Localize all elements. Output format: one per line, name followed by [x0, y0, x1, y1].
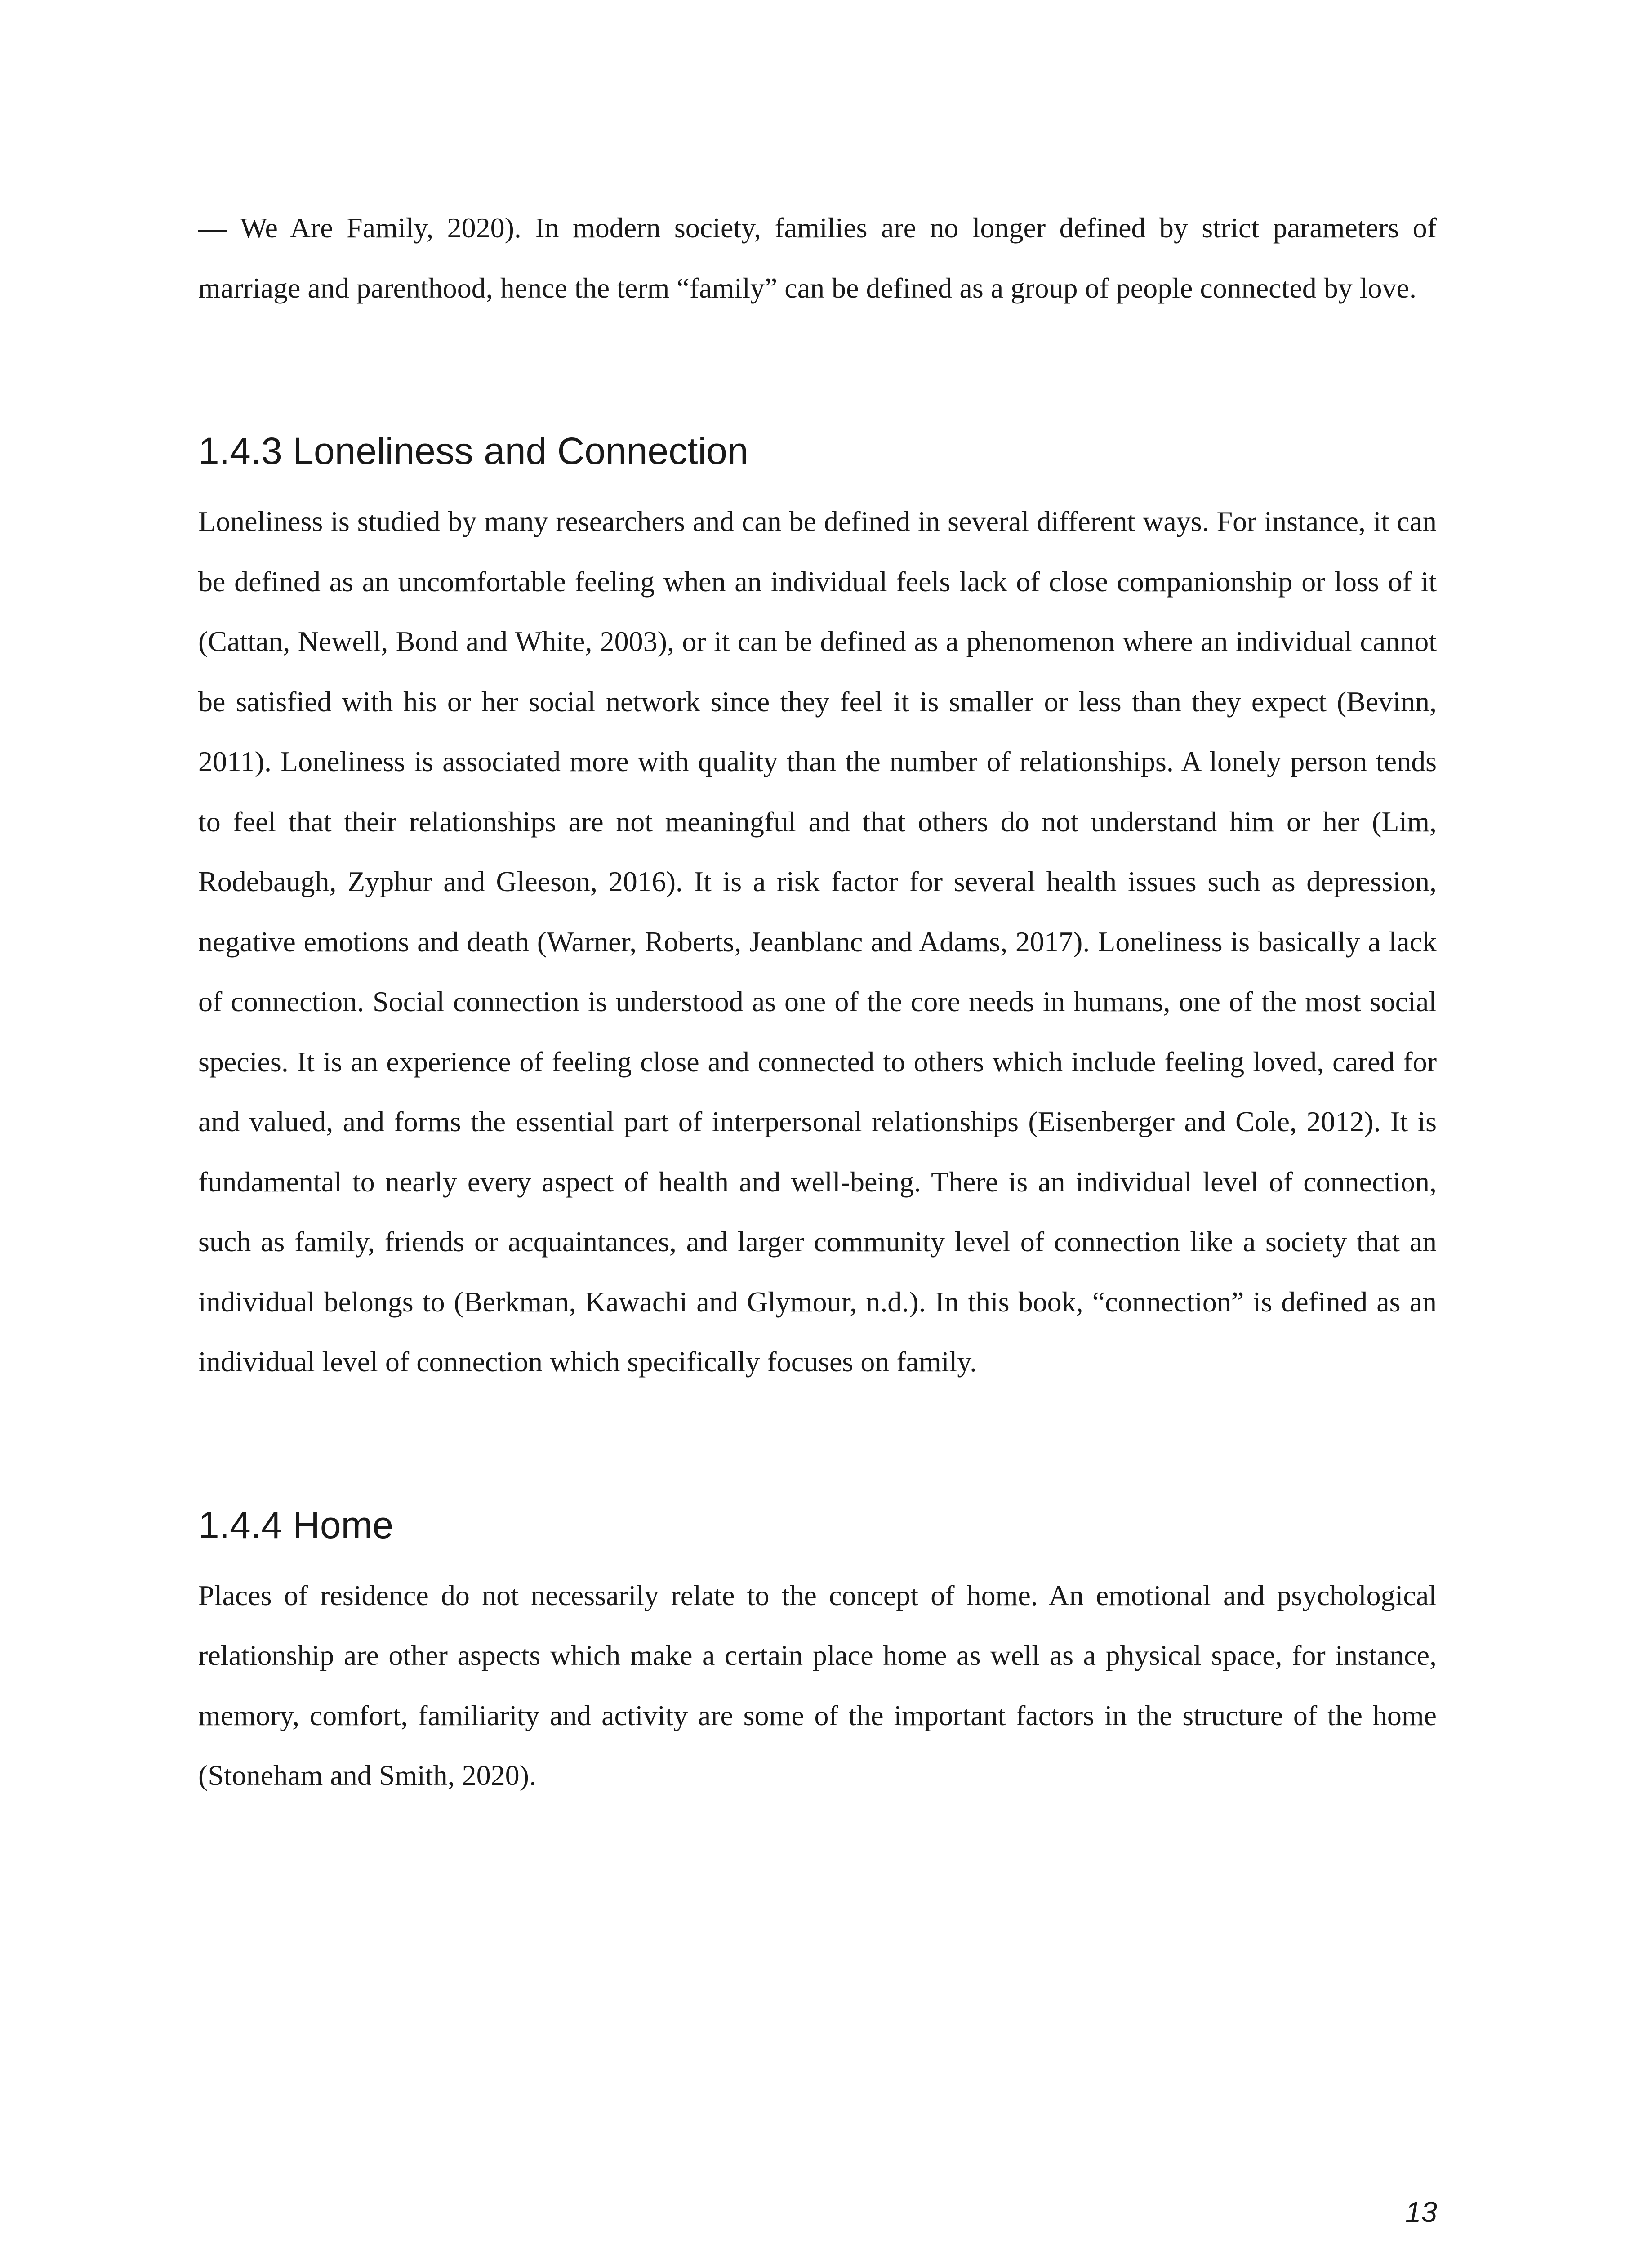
section-paragraph-loneliness-and-connection: Loneliness is studied by many researchers and can be defined in several different ways. For instance, it can be defined as an uncomfortable feeling when an individual feels lack of close companionship or loss of it (Cattan, Newell, Bond and White, 2003), or it can be defined as a phenomenon where an individual cannot be satisfied with his or her social network since they feel it is smaller or less than they expect (Bevinn, 2011). Loneliness is associated more with quality than the number of relationships. A lonely person tends to feel that their relationships are not meaningful and that others do not understand him or her (Lim, Rodebaugh, Zyphur and Gleeson, 2016). It is a risk factor for several health issues such as depression, negative emotions and death (Warner, Roberts, Jeanblanc and Adams, 2017). Loneliness is basically a lack of connection. Social connection is understood as one of the core needs in humans, one of the most social species. It is an experience of feeling close and connected to others which include feeling loved, cared for and valued, and forms the essential part of interpersonal relationships (Eisenberger and Cole, 2012). It is fundamental to nearly every aspect of health and well-being. There is an individual level of connection, such as family, friends or acquaintances, and larger community level of connection like a society that an individual belongs to (Berkman, Kawachi and Glymour, n.d.). In this book, “connection” is defined as an individual level of connection which specifically focuses on family. — [198, 505, 1437, 1378]
page-number: 13 — [1405, 2196, 1437, 2228]
section-heading-loneliness-and-connection: 1.4.3 Loneliness and Connection — [198, 430, 748, 472]
intro-paragraph: — We Are Family, 2020). In modern society, families are no longer defined by strict parameters of marriage and parenthood, hence the term “family” can be defined as a group of people connected by love. — [198, 212, 1437, 304]
page-content — [198, 198, 1437, 1806]
section-paragraph-home: Places of residence do not necessarily relate to the concept of home. An emotional and psychological relationship are other aspects which make a certain place home as well as a physical space, for instance, memory, comfort, familiarity and activity are some of the important factors in the structure of the home (Stoneham and Smith, 2020). — [198, 1579, 1437, 1791]
section-heading-home: 1.4.4 Home — [198, 1503, 394, 1546]
